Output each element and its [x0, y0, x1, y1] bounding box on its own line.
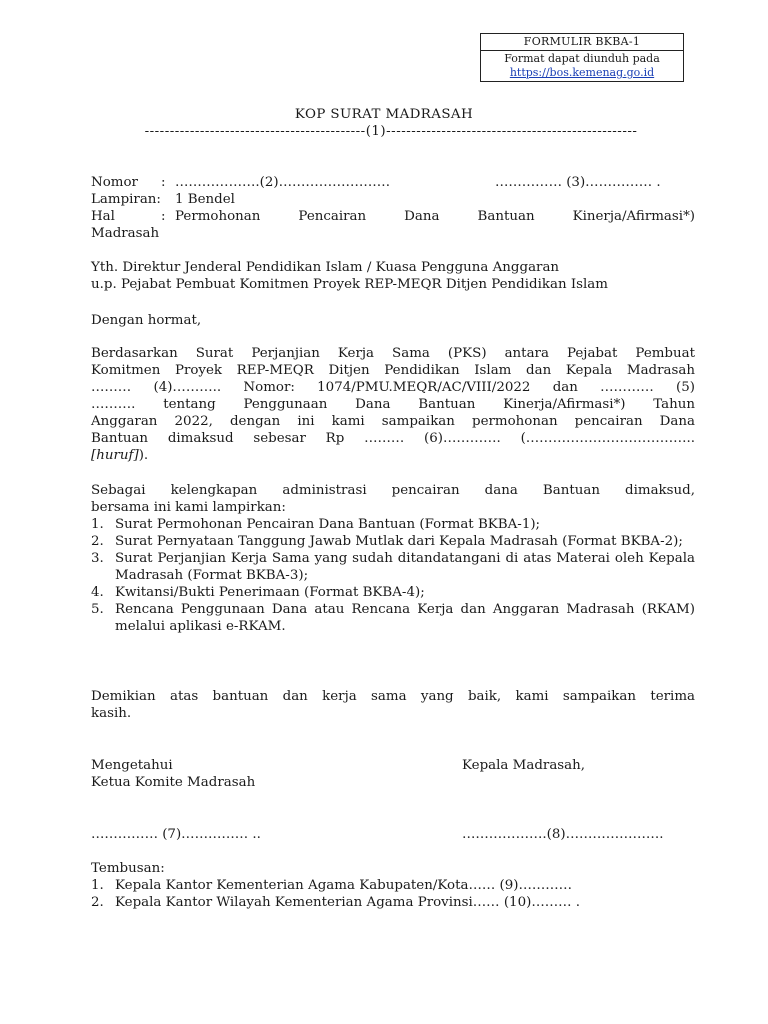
hal-value: Permohonan Pencairan Dana Bantuan Kinerja/Afirmasi*) [175, 209, 695, 224]
form-download-note: Format dapat diunduh pada [504, 52, 660, 65]
list-item: 2. Surat Pernyataan Tanggung Jawab Mutlak dari Kepala Madrasah (Format BKBA-2); [91, 534, 683, 549]
sign-left-name: …………… (7)…………… .. [91, 827, 261, 842]
attachments-intro-2: bersama ini kami lampirkan: [91, 500, 286, 515]
date-value: …………… (3)…………… . [495, 175, 661, 190]
nomor-value: ……………….(2)……………………. [175, 175, 390, 190]
closing-line-2: kasih. [91, 706, 132, 721]
form-code: FORMULIR BKBA-1 [481, 34, 683, 51]
download-link[interactable]: https://bos.kemenag.go.id [509, 66, 655, 79]
attachments-list [91, 516, 695, 635]
nomor-label: Nomor [91, 175, 138, 190]
body-line-last [91, 447, 695, 464]
form-reference-box [480, 33, 684, 82]
lampiran-label: Lampiran: [91, 192, 161, 207]
body-line: Komitmen Proyek REP-MEQR Ditjen Pendidikan Islam dan Kepala Madrasah [91, 363, 695, 378]
sign-right-title: Kepala Madrasah, [462, 758, 586, 773]
list-item: 4. Kwitansi/Bukti Penerimaan (Format BKBA-4); [91, 585, 425, 600]
tembusan-label: Tembusan: [91, 861, 165, 876]
letterhead-title: KOP SURAT MADRASAH [294, 107, 474, 122]
nomor-row [91, 174, 695, 191]
carbon-copy-section [91, 860, 695, 911]
hal-label: Hal [91, 209, 115, 224]
sign-right-name: ……………….(8)…………………. [462, 827, 664, 842]
signature-titles [91, 757, 695, 791]
attachments-intro-1: Sebagai kelengkapan administrasi pencairan dana Bantuan dimaksud, [91, 483, 695, 498]
list-item: 3. Surat Perjanjian Kerja Sama yang sudah ditandatangani di atas Materai oleh Kepala Madrasah (Format BKBA-3); [91, 551, 695, 583]
colon: : [161, 175, 166, 190]
body-line: Berdasarkan Surat Perjanjian Kerja Sama (PKS) antara Pejabat Pembuat [91, 346, 695, 361]
salutation: Dengan hormat, [91, 313, 202, 328]
body-line: ……… (4)……….. Nomor: 1074/PMU.MEQR/AC/VIII/2022 dan ………… (5) [91, 380, 695, 395]
list-item: 1. Kepala Kantor Kementerian Agama Kabupaten/Kota…… (9)………… [91, 878, 573, 893]
list-item: 1. Surat Permohonan Pencairan Dana Bantuan (Format BKBA-1); [91, 517, 541, 532]
body-line: Anggaran 2022, dengan ini kami sampaikan permohonan pencairan Dana [91, 414, 695, 429]
body-paragraph [91, 345, 695, 464]
sign-left-subtitle: Ketua Komite Madrasah [91, 775, 256, 790]
addressee [91, 259, 695, 293]
lampiran-value: 1 Bendel [175, 192, 235, 207]
attachments-section [91, 482, 695, 635]
hal-row [91, 208, 695, 225]
closing-paragraph [91, 688, 695, 722]
lampiran-row [91, 191, 695, 208]
body-line: ………. tentang Penggunaan Dana Bantuan Kinerja/Afirmasi*) Tahun [91, 397, 695, 412]
body-line-end: ). [138, 448, 149, 463]
list-item: 2. Kepala Kantor Wilayah Kementerian Agama Provinsi…… (10)……… . [91, 895, 581, 910]
body-line: Bantuan dimaksud sebesar Rp ……… (6)…………. (……………………………….. [91, 431, 695, 446]
list-item: 5. Rencana Penggunaan Dana atau Rencana Kerja dan Anggaran Madrasah (RKAM) melalui aplikasi e-RKAM. [91, 602, 695, 634]
huruf-placeholder: [huruf] [91, 448, 139, 463]
hal-value-continued: Madrasah [91, 226, 160, 241]
signature-names [91, 826, 695, 843]
letterhead-divider: --------------------------------------------(1)-------------------------------------------------- [144, 124, 638, 139]
closing-line-1: Demikian atas bantuan dan kerja sama yang baik, kami sampaikan terima [91, 689, 695, 704]
addressee-line-2: u.p. Pejabat Pembuat Komitmen Proyek REP-MEQR Ditjen Pendidikan Islam [91, 277, 608, 292]
colon: : [161, 209, 166, 224]
addressee-line-1: Yth. Direktur Jenderal Pendidikan Islam / Kuasa Pengguna Anggaran [91, 260, 560, 275]
letter-header [91, 174, 695, 242]
sign-left-title: Mengetahui [91, 758, 173, 773]
tembusan-list [91, 877, 695, 911]
